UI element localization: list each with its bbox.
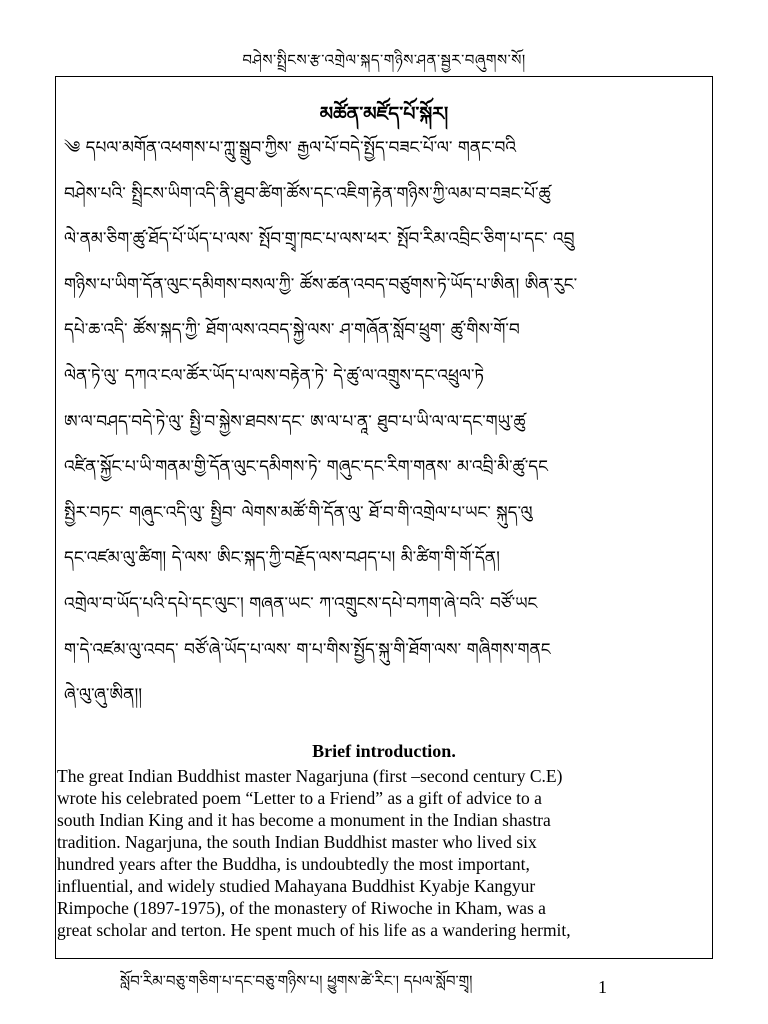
- tibetan-line: ལེ་ནམ་ཅིག་ཚུ་ཐོད་པོ་ཡོད་པ་ལས་ སྤོབ་གྲྭ་ཁང་པ་ལས་ཕར་ སྤོབ་རིམ་འབྲིང་ཅིག་པ་དང་ འབྲུ: [64, 229, 575, 250]
- english-line: hundred years after the Buddha, is undoubtedly the most important,: [57, 854, 530, 874]
- tibetan-line: ཨ་ལ་བཤད་བདེ་ཏེ་ལུ་ སྤྱི་བ་སྐྱེས་ཐབས་དང་ ཨ་ལ་པ་ནཱ་ ཐུབ་པ་ཡི་ལ་ལ་དང་གཡུ་ཚུ: [64, 411, 526, 432]
- english-body: [57, 765, 707, 941]
- tibetan-title: མཚོན་མཛོད་པོ་སྐོར།: [319, 103, 449, 125]
- tibetan-line: ཞེ་ལུ་ཞུ་ཨིན།།: [64, 685, 142, 706]
- tibetan-line: སྤྱིར་བཏང་ གཞུང་འདི་ལུ་ སྤྱིབ་ ལེགས་མཚོ་གི་དོན་ལུ་ ཐོ་བ་གི་འགྲེལ་པ་ཡང་ སྐུད་ལུ: [64, 502, 533, 523]
- english-section-title: Brief introduction.: [312, 741, 456, 761]
- english-line: south Indian King and it has become a monument in the Indian shastra: [57, 810, 551, 830]
- tibetan-line: ༄ དཔལ་མགོན་འཕགས་པ་ཀླུ་སྒྲུབ་ཀྱིས་ རྒྱལ་པོ་བདེ་སྤྱོད་བཟང་པོ་ལ་ གནང་བའི: [64, 138, 517, 158]
- running-header: བཤེས་སྤྲིངས་རྩ་འགྲེལ་སྐད་གཉིས་ཤན་སྦྱར་བཞུགས་སོ།: [242, 51, 526, 69]
- english-line: great scholar and terton. He spent much of his life as a wandering hermit,: [57, 920, 571, 940]
- page-number: 1: [598, 977, 607, 997]
- tibetan-line: ལེན་ཏེ་ལུ་ དཀའ་ངལ་ཚོར་ཡོད་པ་ལས་བརྟེན་ཏེ་ དེ་ཚུ་ལ་འགྲུས་དང་འཕྲུལ་ཏེ: [64, 365, 485, 386]
- tibetan-line: འཛིན་སྐྱོང་པ་ཡི་གནམ་གྱི་དོན་ལུང་དམིགས་ཏེ་ གཞུང་དང་རིག་གནས་ མ་འབྲི་མི་ཚུ་དང: [64, 457, 548, 478]
- tibetan-line: གཉིས་པ་ཡིག་དོན་ལུང་དམིགས་བསལ་ཀྱི་ ཚོས་ཚན་འབད་བཙུགས་ཏེ་ཡོད་པ་ཨིན། ཨིན་རུང་: [64, 274, 578, 295]
- page-footer: སློབ་རིམ་བཅུ་གཅིག་པ་དང་བཅུ་གཉིས་པ། ཕྱུགས་ཚེ་རིང་། དཔལ་སློབ་གྲྭ།: [120, 972, 473, 990]
- english-line: influential, and widely studied Mahayana Buddhist Kyabje Kangyur: [57, 876, 536, 896]
- tibetan-body: [64, 126, 704, 719]
- tibetan-line: དང་འཛམ་ལུ་ཚིག། དེ་ལས་ ཨིང་སྐད་ཀྱི་བརྗོད་ལས་བཤད་པ། མི་ཚིག་གི་གོ་དོན།: [64, 548, 500, 569]
- english-line: wrote his celebrated poem “Letter to a Friend” as a gift of advice to a: [57, 788, 542, 808]
- english-line: Rimpoche (1897-1975), of the monastery of Riwoche in Kham, was a: [57, 898, 546, 918]
- tibetan-line: དཔེ་ཆ་འདི་ ཚོས་སྐད་ཀྱི་ ཐོག་ལས་འབད་སྐྱེ་ལས་ ཤ་གཞོན་སློབ་ཕྲུག་ ཚུ་གིས་གོ་བ: [64, 320, 520, 341]
- english-line: tradition. Nagarjuna, the south Indian Buddhist master who lived six: [57, 832, 537, 852]
- tibetan-line: བཤེས་པའི་ སྤྲིངས་ཡིག་འདི་ནི་ཐུབ་ཚིག་ཚོས་དང་འཇིག་རྟེན་གཉིས་ཀྱི་ལམ་བ་བཟང་པོ་ཚུ: [64, 183, 551, 204]
- english-line: The great Indian Buddhist master Nagarjuna (first –second century C.E): [57, 766, 563, 786]
- tibetan-line: ག་དེ་འཛམ་ལུ་འབད་ བཙོ་ཞེ་ཡོད་པ་ལས་ ག་པ་གིས་སྤྱོད་སྐུ་གི་ཐོག་ལས་ གཞིགས་གནང: [64, 639, 551, 660]
- tibetan-line: འགྲེལ་བ་ཡོད་པའི་དཔེ་དང་ལུང་། གཞན་ཡང་ ཀ་འགྲུངས་དཔེ་བཀག་ཞེ་བའི་ བཙོ་ཡང: [64, 593, 538, 614]
